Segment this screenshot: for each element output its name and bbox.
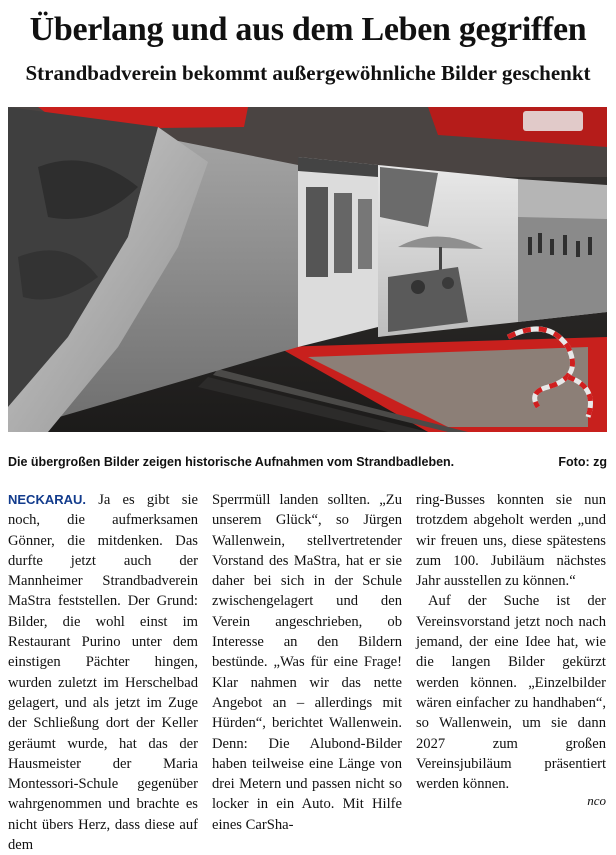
caption-row — [8, 455, 607, 473]
column-1-text: Ja es gibt sie noch, die aufmerksamen Gönner, die mitdenken. Das durfte jetzt auch der Mannheimer Strandbadverein MaStra feststellen. Der Grund: Bilder, die wohl einst im Restaurant Purino unter dem einstigen Pächter hingen, wurden zuletzt im Herschelbad gelagert, und als jetzt im Zuge der Schließung dort der Keller geräumt wurde, hat das der Hausmeister der Maria Montessori-Schule gegenüber wahrgenommen und brachte es nicht übers Herz, dass diese auf dem — [8, 492, 198, 854]
photo-credit: Foto: zg — [558, 455, 607, 469]
author-initials: nco — [587, 793, 606, 808]
column-3-paragraph-1: ring-Busses konnten sie nun trotzdem abgeholt werden „und wir freuen uns, diese spätestens zum 100. Jubiläum nächstes Jahr ausstellen zu können.“ — [416, 492, 606, 590]
column-2 — [212, 490, 402, 835]
column-2-text: Sperrmüll landen sollten. „Zu unserem Glück“, so Jürgen Wallenwein, stellvertretender Vorstand des MaStra, hat er sie daher bei sich in der Schule zwischengelagert und den Verein angeschrieben, ob Interesse an den Bildern bestünde. „Was für eine Frage! Klar nahmen wir das nette Angebot an – allerdings mit Hürden“, berichtet Wallenwein. Denn: Die Alubond-Bilder haben teilweise eine Länge von drei Metern und passen nicht so locker in ein Auto. Mit Hilfe eines CarSha- — [212, 492, 402, 833]
column-1 — [8, 490, 198, 855]
column-3 — [416, 490, 606, 794]
column-3-paragraph-2: Auf der Suche ist der Vereinsvorstand jetzt noch nach jemand, der eine Idee hat, wie die langen Bilder gekürzt werden können. „Einzelbilder wären einfacher zu handhaben“, so Wallenwein, um sie dann 2027 zum großen Vereinsjubiläum präsentiert werden können. — [416, 593, 606, 793]
photo-caption: Die übergroßen Bilder zeigen historische Aufnahmen vom Strandbadleben. — [8, 455, 455, 469]
article-photo — [8, 107, 607, 432]
dateline: NECKARAU. — [8, 492, 86, 507]
subheadline: Strandbadverein bekommt außergewöhnliche Bilder geschenkt — [25, 61, 591, 85]
headline: Überlang und aus dem Leben gegriffen — [29, 11, 587, 48]
photo-illustration — [8, 107, 607, 432]
